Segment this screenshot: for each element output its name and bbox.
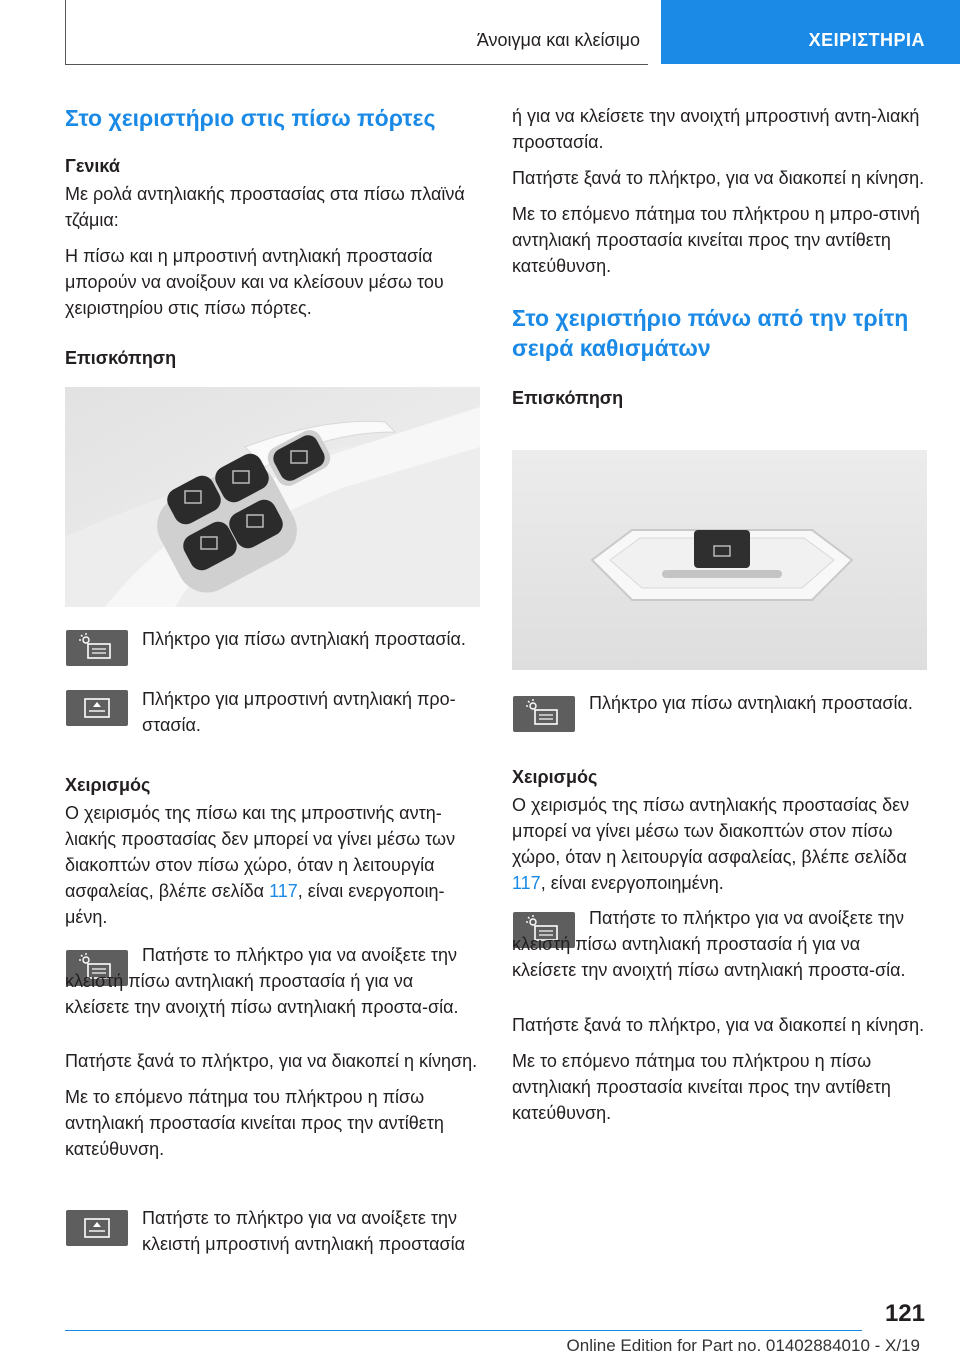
right-column-continued	[512, 1012, 927, 1136]
step-rear-text-left: Πατήστε το πλήκτρο για να ανοίξετε την κλειστή πίσω αντηλιακή προστασία ή για να κλείσετε την ανοιχτή πίσω αντηλιακή προστα-σία.	[65, 945, 459, 1017]
legend-front-left: Πλήκτρο για μπροστινή αντηλιακή προ-στασία.	[142, 689, 456, 735]
operation-heading-right: Χειρισμός	[512, 767, 598, 787]
overhead-control-photo	[512, 450, 927, 670]
right-column-top	[512, 103, 927, 411]
general-paragraph-2: Η πίσω και η μπροστινή αντηλιακή προστασία μπορούν να ανοίξουν και να κλείσουν μέσω του χειριστηρίου στις πίσω πόρτες.	[65, 246, 444, 318]
chapter-title: Άνοιγμα και κλείσιμο	[476, 30, 640, 50]
legend-rear-right: Πλήκτρο για πίσω αντηλιακή προστασία.	[589, 693, 913, 713]
stop-paragraph-right: Πατήστε ξανά το πλήκτρο, για να διακοπεί η κίνηση.	[512, 1015, 925, 1035]
section-tab[interactable]	[661, 0, 960, 64]
right-column-operation	[512, 764, 927, 906]
overview-heading-left: Επισκόπηση	[65, 348, 177, 368]
left-column-continued	[65, 1048, 480, 1172]
left-step-1	[65, 942, 480, 1030]
door-control-photo	[65, 387, 480, 607]
rear-sunblind-icon	[66, 630, 128, 666]
stop-paragraph-left: Πατήστε ξανά το πλήκτρο, για να διακοπεί η κίνηση.	[65, 1051, 478, 1071]
right-step-1	[512, 905, 927, 993]
footer-rule	[65, 1330, 862, 1331]
rear-sunblind-icon	[513, 696, 575, 732]
continued-paragraph-3: Με το επόμενο πάτημα του πλήκτρου η μπρο-στινή αντηλιακή προστασία κινείται προς την αντίθετη κατεύθυνση.	[512, 204, 920, 276]
operation-text-left-end: , είναι ενεργοποιη-μένη.	[65, 881, 445, 927]
overview-heading-right: Επισκόπηση	[512, 388, 624, 408]
section-tab-label: ΧΕΙΡΙΣΤΗΡΙΑ	[808, 30, 925, 50]
operation-text-right: Ο χειρισμός της πίσω αντηλιακής προστασίας δεν μπορεί να γίνει μέσω των διακοπτών στον πίσω χώρο, όταν η λειτουργία ασφαλείας, βλέπε σελίδα	[512, 795, 910, 867]
left-section-title: Στο χειριστήριο στις πίσω πόρτες	[65, 105, 436, 131]
continued-paragraph-1: ή για να κλείσετε την ανοιχτή μπροστινή αντη-λιακή προστασία.	[512, 106, 920, 152]
operation-paragraph-left	[65, 800, 480, 930]
legend-rear-left: Πλήκτρο για πίσω αντηλιακή προστασία.	[142, 629, 466, 649]
page-number: 121	[884, 1300, 925, 1327]
edition-footer: Online Edition for Part no. 01402884010 - X/19	[566, 1336, 920, 1355]
reverse-paragraph-right: Με το επόμενο πάτημα του πλήκτρου η πίσω αντηλιακή προστασία κινείται προς την αντίθετη κατεύθυνση.	[512, 1051, 891, 1123]
operation-text-left: Ο χειρισμός της πίσω και της μπροστινής αντη-λιακής προστασίας δεν μπορεί να γίνει μέσω των διακοπτών στον πίσω χώρο, όταν η λειτουργία ασφαλείας, βλέπε σελίδα	[65, 803, 456, 901]
left-column-top	[65, 103, 480, 371]
general-heading: Γενικά	[65, 156, 120, 176]
header-divider-vertical	[65, 0, 66, 65]
reverse-paragraph-left: Με το επόμενο πάτημα του πλήκτρου η πίσω αντηλιακή προστασία κινείται προς την αντίθετη κατεύθυνση.	[65, 1087, 444, 1159]
header-rule	[65, 64, 648, 65]
general-paragraph-1: Με ρολά αντηλιακής προστασίας στα πίσω πλαϊνά τζάμια:	[65, 184, 465, 230]
front-sunblind-icon	[66, 1210, 128, 1246]
operation-paragraph-right	[512, 792, 927, 896]
right-section-title: Στο χειριστήριο πάνω από την τρίτη σειρά καθισμάτων	[512, 305, 909, 361]
step-front-text-left: Πατήστε το πλήκτρο για να ανοίξετε την κλειστή μπροστινή αντηλιακή προστασία	[142, 1208, 466, 1254]
step-rear-text-right: Πατήστε το πλήκτρο για να ανοίξετε την κλειστή πίσω αντηλιακή προστασία ή για να κλείσετε την ανοιχτή πίσω αντηλιακή προστα-σία.	[512, 908, 906, 980]
front-sunblind-icon	[66, 690, 128, 726]
operation-heading-left: Χειρισμός	[65, 775, 151, 795]
page-link-117-right[interactable]: 117	[512, 873, 541, 893]
operation-text-right-end: , είναι ενεργοποιημένη.	[540, 873, 724, 893]
continued-paragraph-2: Πατήστε ξανά το πλήκτρο, για να διακοπεί η κίνηση.	[512, 168, 925, 188]
page-link-117-left[interactable]: 117	[269, 881, 298, 901]
left-column-operation	[65, 772, 480, 940]
